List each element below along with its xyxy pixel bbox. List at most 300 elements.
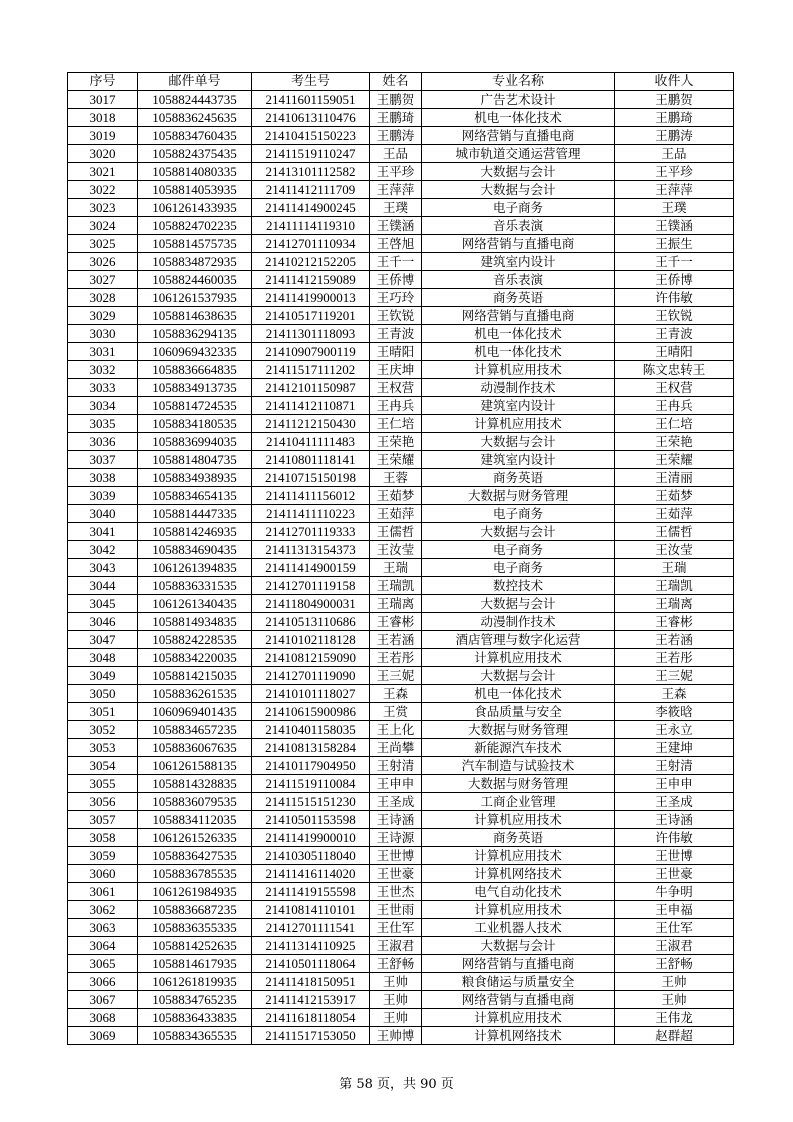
cell-tracking-number: 1058836433835: [138, 1009, 252, 1027]
cell-major: 计算机网络技术: [422, 1027, 615, 1045]
cell-name: 王巧玲: [370, 289, 422, 307]
cell-major: 音乐表演: [422, 271, 615, 289]
cell-name: 王钦锐: [370, 307, 422, 325]
cell-major: 粮食储运与质量安全: [422, 973, 615, 991]
cell-major: 机电一体化技术: [422, 109, 615, 127]
cell-exam-number: 21410513110686: [252, 613, 370, 631]
cell-major: 动漫制作技术: [422, 379, 615, 397]
cell-recipient: 王三妮: [615, 667, 734, 685]
cell-recipient: 许伟敏: [615, 289, 734, 307]
cell-recipient: 王儒哲: [615, 523, 734, 541]
cell-name: 王淑君: [370, 937, 422, 955]
cell-name: 王世豪: [370, 865, 422, 883]
cell-serial: 3038: [68, 469, 138, 487]
cell-recipient: 王世博: [615, 847, 734, 865]
cell-serial: 3059: [68, 847, 138, 865]
cell-tracking-number: 1058814053935: [138, 181, 252, 199]
cell-tracking-number: 1058824702235: [138, 217, 252, 235]
col-header-tracking-number: 邮件单号: [138, 73, 252, 91]
cell-name: 王茹萍: [370, 505, 422, 523]
table-row: [68, 235, 734, 253]
cell-name: 王荣艳: [370, 433, 422, 451]
cell-recipient: 王荣艳: [615, 433, 734, 451]
table-row: [68, 325, 734, 343]
cell-major: 网络营销与直播电商: [422, 235, 615, 253]
cell-tracking-number: 1058836355335: [138, 919, 252, 937]
cell-name: 王青波: [370, 325, 422, 343]
cell-exam-number: 21411517153050: [252, 1027, 370, 1045]
cell-serial: 3028: [68, 289, 138, 307]
cell-tracking-number: 1058814080335: [138, 163, 252, 181]
cell-recipient: 王荣耀: [615, 451, 734, 469]
table-row: [68, 559, 734, 577]
cell-recipient: 许伟敏: [615, 829, 734, 847]
cell-major: 建筑室内设计: [422, 253, 615, 271]
cell-tracking-number: 1058834872935: [138, 253, 252, 271]
cell-major: 商务英语: [422, 469, 615, 487]
cell-serial: 3041: [68, 523, 138, 541]
table-row: [68, 361, 734, 379]
cell-major: 大数据与会计: [422, 937, 615, 955]
cell-major: 大数据与财务管理: [422, 775, 615, 793]
table-row: [68, 289, 734, 307]
cell-exam-number: 21412101150987: [252, 379, 370, 397]
cell-exam-number: 21410801118141: [252, 451, 370, 469]
cell-serial: 3047: [68, 631, 138, 649]
table-row: [68, 613, 734, 631]
table-row: [68, 739, 734, 757]
cell-major: 汽车制造与试验技术: [422, 757, 615, 775]
cell-exam-number: 21410613110476: [252, 109, 370, 127]
cell-tracking-number: 1058834180535: [138, 415, 252, 433]
cell-major: 大数据与会计: [422, 181, 615, 199]
cell-name: 王睿彬: [370, 613, 422, 631]
table-row: [68, 649, 734, 667]
cell-recipient: 王建坤: [615, 739, 734, 757]
col-header-exam-number: 考生号: [252, 73, 370, 91]
cell-exam-number: 21410517119201: [252, 307, 370, 325]
cell-recipient: 王萍萍: [615, 181, 734, 199]
cell-tracking-number: 1058814252635: [138, 937, 252, 955]
cell-major: 动漫制作技术: [422, 613, 615, 631]
cell-serial: 3019: [68, 127, 138, 145]
cell-major: 商务英语: [422, 289, 615, 307]
cell-major: 广告艺术设计: [422, 91, 615, 109]
cell-name: 王诗源: [370, 829, 422, 847]
cell-name: 王舒畅: [370, 955, 422, 973]
cell-tracking-number: 1058836079535: [138, 793, 252, 811]
table-row: [68, 379, 734, 397]
cell-recipient: 王千一: [615, 253, 734, 271]
cell-name: 王千一: [370, 253, 422, 271]
cell-serial: 3049: [68, 667, 138, 685]
cell-recipient: 王淑君: [615, 937, 734, 955]
cell-exam-number: 21410401158035: [252, 721, 370, 739]
cell-major: 机电一体化技术: [422, 343, 615, 361]
cell-major: 网络营销与直播电商: [422, 991, 615, 1009]
cell-exam-number: 21411414900159: [252, 559, 370, 577]
cell-serial: 3065: [68, 955, 138, 973]
cell-name: 王申申: [370, 775, 422, 793]
cell-recipient: 王冉兵: [615, 397, 734, 415]
table-row: [68, 523, 734, 541]
cell-serial: 3022: [68, 181, 138, 199]
cell-name: 王帅博: [370, 1027, 422, 1045]
table-row: [68, 145, 734, 163]
cell-recipient: 王镤涵: [615, 217, 734, 235]
cell-serial: 3021: [68, 163, 138, 181]
cell-serial: 3033: [68, 379, 138, 397]
table-row: [68, 253, 734, 271]
table-row: [68, 577, 734, 595]
cell-name: 王冉兵: [370, 397, 422, 415]
cell-recipient: 王射清: [615, 757, 734, 775]
cell-tracking-number: 1058836427535: [138, 847, 252, 865]
cell-recipient: 王茹梦: [615, 487, 734, 505]
cell-exam-number: 21411412110871: [252, 397, 370, 415]
cell-tracking-number: 1058834654135: [138, 487, 252, 505]
cell-tracking-number: 1058836245635: [138, 109, 252, 127]
table-row: [68, 433, 734, 451]
table-row: [68, 505, 734, 523]
cell-recipient: 王清丽: [615, 469, 734, 487]
cell-tracking-number: 1060969432335: [138, 343, 252, 361]
cell-tracking-number: 1058834913735: [138, 379, 252, 397]
shipping-table: [67, 72, 734, 1045]
cell-name: 王鹏贺: [370, 91, 422, 109]
cell-exam-number: 21411517111202: [252, 361, 370, 379]
cell-major: 计算机应用技术: [422, 415, 615, 433]
cell-serial: 3036: [68, 433, 138, 451]
cell-tracking-number: 1058824375435: [138, 145, 252, 163]
table-row: [68, 847, 734, 865]
cell-tracking-number: 1058836687235: [138, 901, 252, 919]
cell-tracking-number: 1058834657235: [138, 721, 252, 739]
cell-recipient: 王帅: [615, 991, 734, 1009]
cell-exam-number: 21412701111541: [252, 919, 370, 937]
cell-exam-number: 21411412111709: [252, 181, 370, 199]
cell-recipient: 王舒畅: [615, 955, 734, 973]
cell-tracking-number: 1061261433935: [138, 199, 252, 217]
cell-tracking-number: 1058824460035: [138, 271, 252, 289]
cell-exam-number: 21410415150223: [252, 127, 370, 145]
cell-exam-number: 21411601159051: [252, 91, 370, 109]
cell-recipient: 王申福: [615, 901, 734, 919]
cell-major: 计算机应用技术: [422, 361, 615, 379]
cell-tracking-number: 1058836664835: [138, 361, 252, 379]
table-row: [68, 721, 734, 739]
cell-tracking-number: 1060969401435: [138, 703, 252, 721]
cell-exam-number: 21412701119090: [252, 667, 370, 685]
cell-name: 王仁培: [370, 415, 422, 433]
table-row: [68, 163, 734, 181]
cell-serial: 3069: [68, 1027, 138, 1045]
cell-serial: 3039: [68, 487, 138, 505]
table-row: [68, 307, 734, 325]
cell-exam-number: 21410501118064: [252, 955, 370, 973]
cell-major: 电子商务: [422, 199, 615, 217]
cell-exam-number: 21411519110084: [252, 775, 370, 793]
cell-exam-number: 21411314110925: [252, 937, 370, 955]
cell-recipient: 王璞: [615, 199, 734, 217]
cell-recipient: 王晴阳: [615, 343, 734, 361]
cell-tracking-number: 1061261340435: [138, 595, 252, 613]
cell-recipient: 王申申: [615, 775, 734, 793]
cell-major: 网络营销与直播电商: [422, 127, 615, 145]
cell-exam-number: 21410812159090: [252, 649, 370, 667]
cell-serial: 3062: [68, 901, 138, 919]
table-row: [68, 865, 734, 883]
table-row: [68, 973, 734, 991]
cell-serial: 3055: [68, 775, 138, 793]
cell-exam-number: 21410117904950: [252, 757, 370, 775]
cell-major: 电子商务: [422, 541, 615, 559]
cell-recipient: 王振生: [615, 235, 734, 253]
cell-exam-number: 21411414900245: [252, 199, 370, 217]
cell-major: 计算机应用技术: [422, 847, 615, 865]
cell-name: 王世杰: [370, 883, 422, 901]
cell-exam-number: 21412701119158: [252, 577, 370, 595]
cell-exam-number: 21411114119310: [252, 217, 370, 235]
cell-serial: 3063: [68, 919, 138, 937]
cell-exam-number: 21410501153598: [252, 811, 370, 829]
cell-major: 大数据与会计: [422, 595, 615, 613]
cell-tracking-number: 1058834220035: [138, 649, 252, 667]
cell-recipient: 王鹏琦: [615, 109, 734, 127]
cell-serial: 3030: [68, 325, 138, 343]
cell-serial: 3046: [68, 613, 138, 631]
cell-exam-number: 21411411156012: [252, 487, 370, 505]
cell-recipient: 王鹏贺: [615, 91, 734, 109]
cell-name: 王鹏琦: [370, 109, 422, 127]
cell-tracking-number: 1061261588135: [138, 757, 252, 775]
table-row: [68, 811, 734, 829]
cell-exam-number: 21413101112582: [252, 163, 370, 181]
cell-exam-number: 21411804900031: [252, 595, 370, 613]
cell-major: 网络营销与直播电商: [422, 307, 615, 325]
table-row: [68, 1027, 734, 1045]
col-header-major: 专业名称: [422, 73, 615, 91]
cell-recipient: 王帅: [615, 973, 734, 991]
cell-tracking-number: 1058836785535: [138, 865, 252, 883]
table-row: [68, 703, 734, 721]
cell-recipient: 王若彤: [615, 649, 734, 667]
cell-exam-number: 21410907900119: [252, 343, 370, 361]
cell-recipient: 王瑞凯: [615, 577, 734, 595]
cell-recipient: 王瑞: [615, 559, 734, 577]
cell-name: 王森: [370, 685, 422, 703]
cell-major: 计算机应用技术: [422, 901, 615, 919]
cell-serial: 3045: [68, 595, 138, 613]
cell-recipient: 王瑞离: [615, 595, 734, 613]
cell-recipient: 王诗涵: [615, 811, 734, 829]
cell-major: 大数据与会计: [422, 523, 615, 541]
cell-serial: 3066: [68, 973, 138, 991]
cell-tracking-number: 1058814447335: [138, 505, 252, 523]
cell-tracking-number: 1058814246935: [138, 523, 252, 541]
cell-exam-number: 21410715150198: [252, 469, 370, 487]
cell-serial: 3054: [68, 757, 138, 775]
cell-exam-number: 21411212150430: [252, 415, 370, 433]
cell-serial: 3027: [68, 271, 138, 289]
table-row: [68, 541, 734, 559]
cell-serial: 3052: [68, 721, 138, 739]
cell-recipient: 赵群超: [615, 1027, 734, 1045]
col-header-serial: 序号: [68, 73, 138, 91]
cell-name: 王射清: [370, 757, 422, 775]
cell-tracking-number: 1058834112035: [138, 811, 252, 829]
cell-exam-number: 21411519110247: [252, 145, 370, 163]
cell-serial: 3051: [68, 703, 138, 721]
cell-major: 食品质量与安全: [422, 703, 615, 721]
cell-tracking-number: 1058836331535: [138, 577, 252, 595]
table-row: [68, 487, 734, 505]
cell-major: 工业机器人技术: [422, 919, 615, 937]
cell-name: 王平珍: [370, 163, 422, 181]
cell-exam-number: 21411416114020: [252, 865, 370, 883]
cell-exam-number: 21410102118128: [252, 631, 370, 649]
cell-name: 王三妮: [370, 667, 422, 685]
table-row: [68, 595, 734, 613]
cell-exam-number: 21411411110223: [252, 505, 370, 523]
cell-name: 王帅: [370, 1009, 422, 1027]
cell-recipient: 王仁培: [615, 415, 734, 433]
cell-major: 机电一体化技术: [422, 325, 615, 343]
cell-name: 王瑞: [370, 559, 422, 577]
table-row: [68, 271, 734, 289]
cell-tracking-number: 1058814724535: [138, 397, 252, 415]
table-row: [68, 901, 734, 919]
cell-tracking-number: 1058836261535: [138, 685, 252, 703]
cell-name: 王晴阳: [370, 343, 422, 361]
cell-major: 音乐表演: [422, 217, 615, 235]
cell-recipient: 王钦锐: [615, 307, 734, 325]
cell-exam-number: 21410212152205: [252, 253, 370, 271]
table-row: [68, 631, 734, 649]
cell-major: 大数据与财务管理: [422, 487, 615, 505]
cell-recipient: 王伟龙: [615, 1009, 734, 1027]
cell-recipient: 王汝莹: [615, 541, 734, 559]
cell-serial: 3031: [68, 343, 138, 361]
cell-name: 王尚攀: [370, 739, 422, 757]
cell-recipient: 王仕军: [615, 919, 734, 937]
table-row: [68, 1009, 734, 1027]
cell-tracking-number: 1061261819935: [138, 973, 252, 991]
cell-serial: 3025: [68, 235, 138, 253]
cell-name: 王鹏涛: [370, 127, 422, 145]
cell-major: 建筑室内设计: [422, 451, 615, 469]
cell-recipient: 王权营: [615, 379, 734, 397]
cell-tracking-number: 1058834938935: [138, 469, 252, 487]
cell-serial: 3057: [68, 811, 138, 829]
cell-name: 王世雨: [370, 901, 422, 919]
cell-name: 王帅: [370, 991, 422, 1009]
cell-serial: 3029: [68, 307, 138, 325]
cell-name: 王瑞凯: [370, 577, 422, 595]
cell-serial: 3060: [68, 865, 138, 883]
cell-recipient: 王平珍: [615, 163, 734, 181]
cell-tracking-number: 1058834760435: [138, 127, 252, 145]
table-row: [68, 469, 734, 487]
cell-exam-number: 21411618118054: [252, 1009, 370, 1027]
table-row: [68, 919, 734, 937]
cell-major: 大数据与会计: [422, 667, 615, 685]
cell-exam-number: 21411419900010: [252, 829, 370, 847]
cell-tracking-number: 1058824228535: [138, 631, 252, 649]
cell-exam-number: 21410101118027: [252, 685, 370, 703]
cell-serial: 3058: [68, 829, 138, 847]
cell-name: 王茹梦: [370, 487, 422, 505]
table-row: [68, 397, 734, 415]
cell-recipient: 王若涵: [615, 631, 734, 649]
cell-tracking-number: 1058834765235: [138, 991, 252, 1009]
cell-tracking-number: 1058836294135: [138, 325, 252, 343]
cell-name: 王帅: [370, 973, 422, 991]
cell-name: 王庆坤: [370, 361, 422, 379]
cell-serial: 3061: [68, 883, 138, 901]
cell-major: 电子商务: [422, 559, 615, 577]
col-header-name: 姓名: [370, 73, 422, 91]
cell-tracking-number: 1058834365535: [138, 1027, 252, 1045]
table-row: [68, 415, 734, 433]
cell-exam-number: 21410411111483: [252, 433, 370, 451]
cell-name: 王权营: [370, 379, 422, 397]
table-row: [68, 685, 734, 703]
cell-serial: 3067: [68, 991, 138, 1009]
cell-serial: 3068: [68, 1009, 138, 1027]
cell-recipient: 牛争明: [615, 883, 734, 901]
cell-serial: 3056: [68, 793, 138, 811]
cell-exam-number: 21410813158284: [252, 739, 370, 757]
cell-name: 王圣成: [370, 793, 422, 811]
cell-major: 电气自动化技术: [422, 883, 615, 901]
cell-major: 计算机应用技术: [422, 811, 615, 829]
table-row: [68, 883, 734, 901]
cell-major: 工商企业管理: [422, 793, 615, 811]
cell-name: 王世博: [370, 847, 422, 865]
cell-serial: 3044: [68, 577, 138, 595]
cell-serial: 3043: [68, 559, 138, 577]
table-row: [68, 127, 734, 145]
cell-major: 机电一体化技术: [422, 685, 615, 703]
cell-recipient: 李筱晗: [615, 703, 734, 721]
cell-name: 王镤涵: [370, 217, 422, 235]
cell-tracking-number: 1061261537935: [138, 289, 252, 307]
cell-exam-number: 21411412153917: [252, 991, 370, 1009]
header-row: [68, 73, 734, 91]
cell-tracking-number: 1058836994035: [138, 433, 252, 451]
cell-major: 城市轨道交通运营管理: [422, 145, 615, 163]
table-row: [68, 109, 734, 127]
cell-name: 王儒哲: [370, 523, 422, 541]
cell-exam-number: 21410615900986: [252, 703, 370, 721]
table-row: [68, 955, 734, 973]
col-header-recipient: 收件人: [615, 73, 734, 91]
table-row: [68, 667, 734, 685]
cell-name: 王荣耀: [370, 451, 422, 469]
cell-major: 大数据与财务管理: [422, 721, 615, 739]
cell-tracking-number: 1058834690435: [138, 541, 252, 559]
cell-name: 王若彤: [370, 649, 422, 667]
cell-major: 大数据与会计: [422, 163, 615, 181]
cell-exam-number: 21411412159089: [252, 271, 370, 289]
cell-name: 王蓉: [370, 469, 422, 487]
cell-recipient: 王茹萍: [615, 505, 734, 523]
table-row: [68, 775, 734, 793]
cell-name: 王若涵: [370, 631, 422, 649]
cell-recipient: 王世豪: [615, 865, 734, 883]
page-footer: 第 58 页，共 90 页: [339, 1077, 454, 1092]
